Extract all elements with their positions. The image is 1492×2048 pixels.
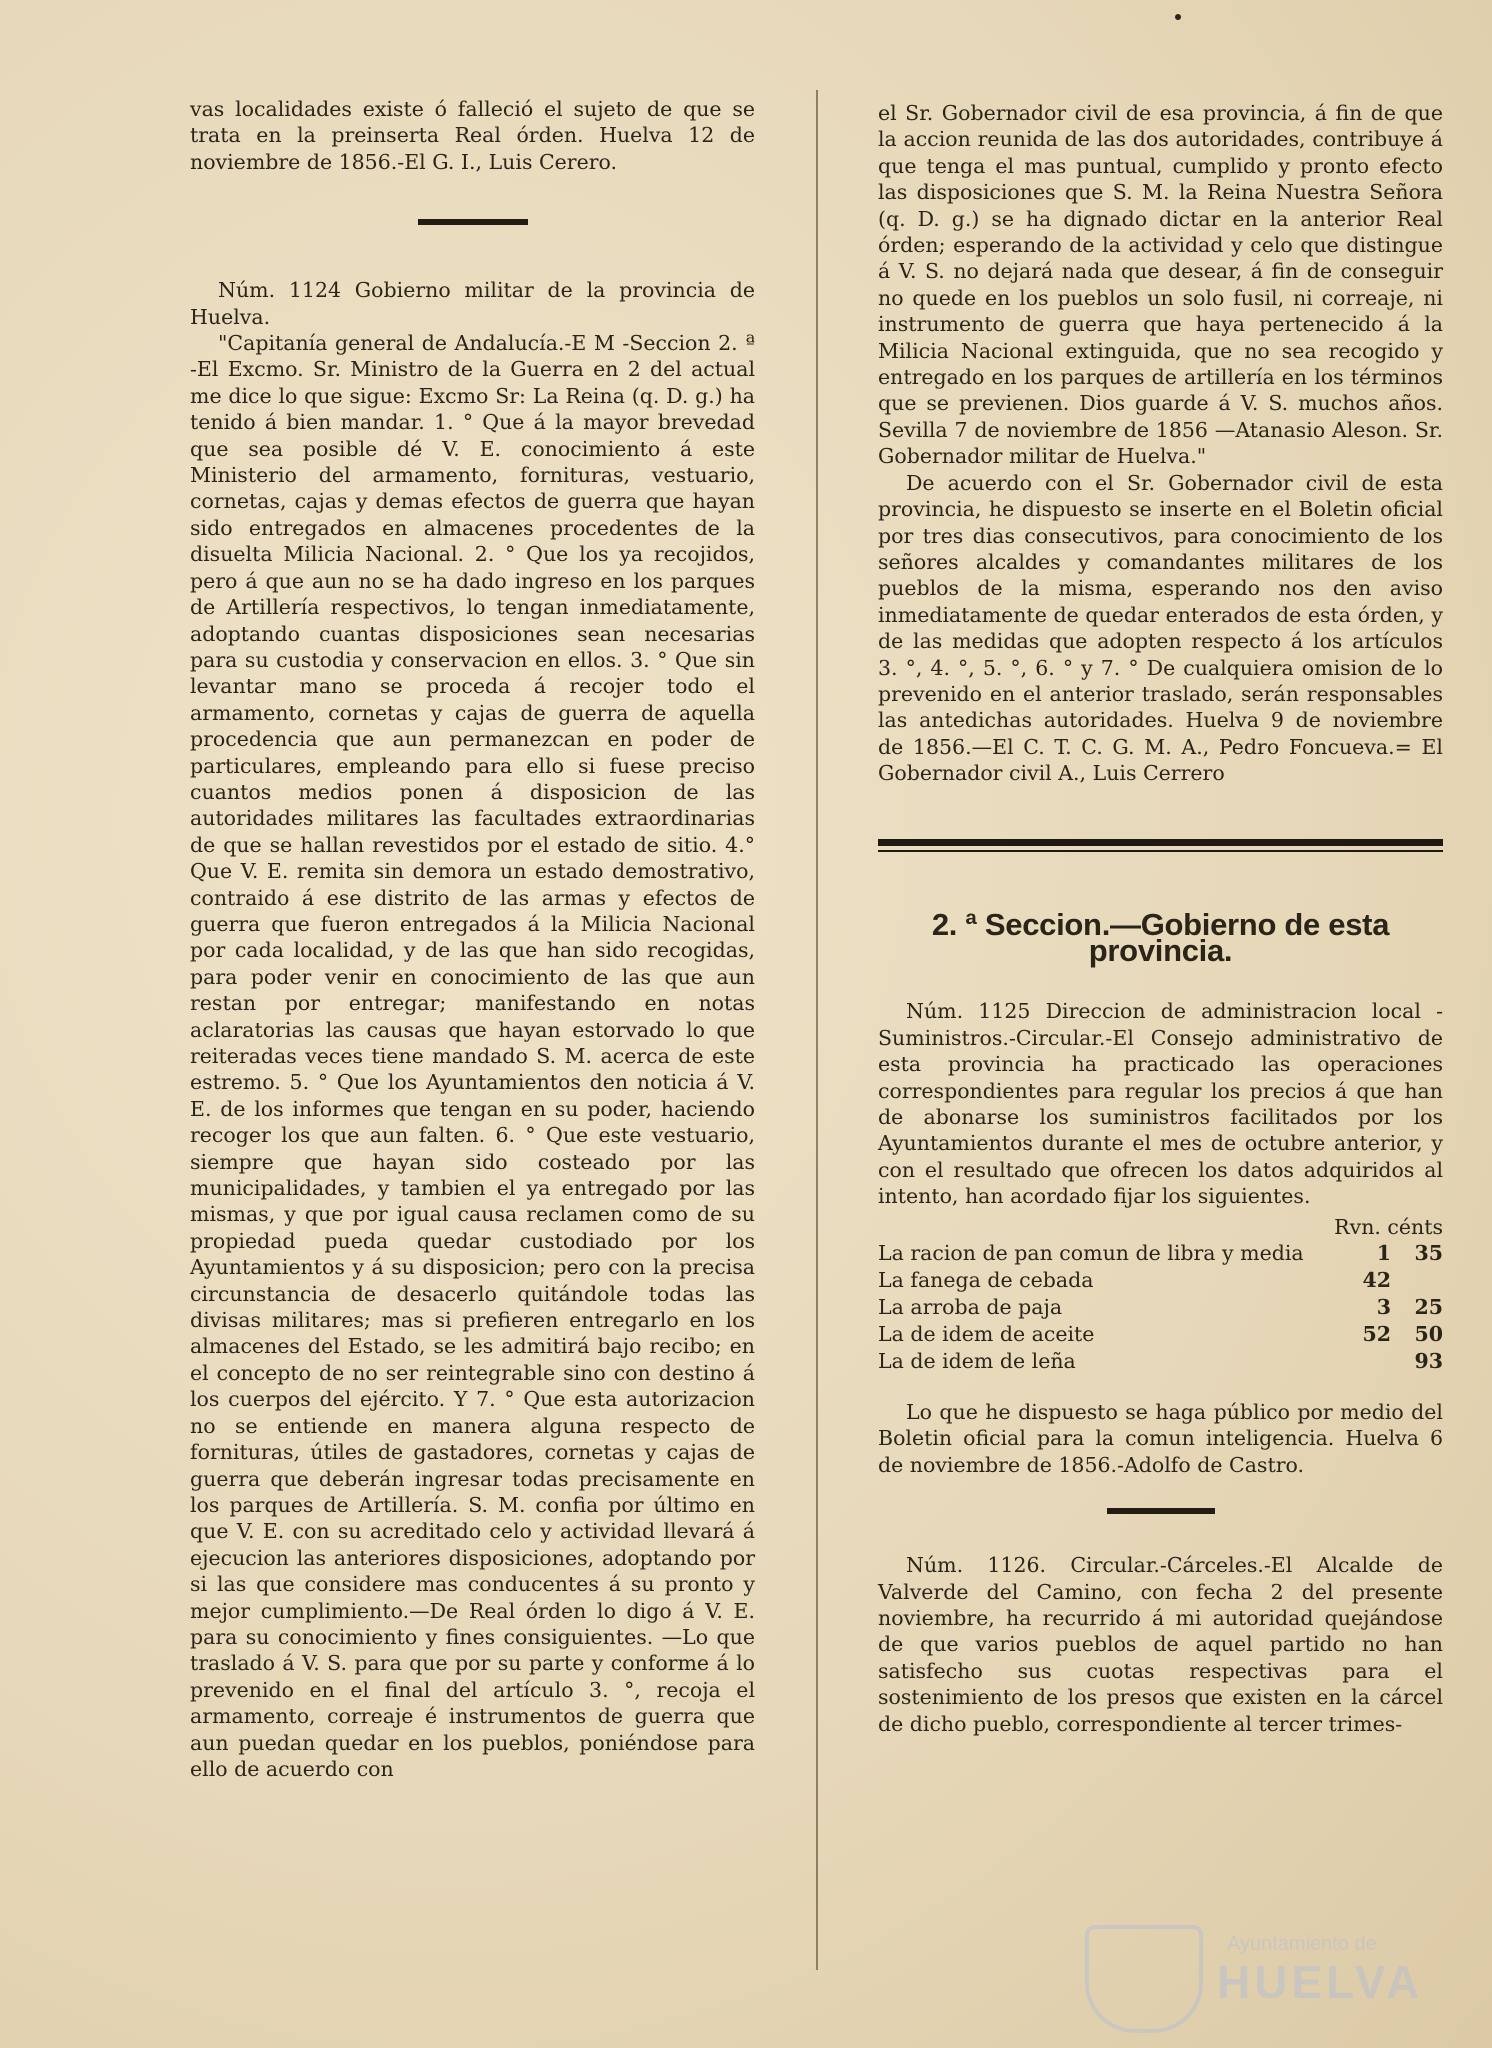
price-item-label: La de idem de leña <box>878 1349 1076 1374</box>
price-table <box>878 1240 1443 1375</box>
table-row <box>878 1321 1443 1348</box>
notice-1125-closing: Lo que he dispuesto se haga público por medio del Boletin oficial para la comun inteligencia. Huelva 6 de noviembre de 1856.-Adolfo de Castro. <box>878 1400 1443 1477</box>
price-rvn: 3 <box>1376 1295 1391 1320</box>
separator-rule <box>1107 1508 1215 1514</box>
price-cents: 35 <box>1414 1241 1443 1266</box>
left-column <box>190 96 755 1782</box>
price-item-label: La arroba de paja <box>878 1295 1063 1320</box>
price-item-label: La racion de pan comun de libra y media <box>878 1241 1304 1266</box>
notice-1125-intro: Núm. 1125 Direccion de administracion local -Suministros.-Circular.-El Consejo administrativo de esta provincia ha practicado las operaciones correspondientes para regular los precios á que han de abonarse los suministros facilitados por los Ayuntamientos durante el mes de octubre anterior, y con el resultado que ofrecen los datos adquiridos al intento, han acordado fijar los siguientes. <box>878 999 1443 1209</box>
section-title: 2. ª Seccion.—Gobierno de esta provincia. <box>931 906 1390 968</box>
notice-1124-final: De acuerdo con el Sr. Gobernador civil de esta provincia, he dispuesto se inserte en el Boletin oficial por tres dias consecutivos, para conocimiento de los señores alcaldes y comandantes militares de los pueblos de la misma, esperando nos den aviso inmediatamente de quedar enterados de esta órden, y de las medidas que adopten respecto á los artículos 3. °, 4. °, 5. °, 6. ° y 7. ° De cualquiera omision de lo prevenido en el anterior traslado, serán responsables las antedichas autoridades. Huelva 9 de noviembre de 1856.—El C. T. C. G. M. A., Pedro Foncueva.= El Gobernador civil A., Luis Cerrero <box>878 470 1443 786</box>
ink-dot <box>1175 14 1181 20</box>
price-rvn: 42 <box>1362 1268 1391 1293</box>
price-item-label: La fanega de cebada <box>878 1268 1094 1293</box>
notice-1124-continuation: el Sr. Gobernador civil de esa provincia, á fin de que la accion reunida de las dos autoridades, contribuye á que tenga el mas puntual, cumplido y pronto efecto las disposiciones que S. M. la Reina Nuestra Señora (q. D. g.) se ha dignado dictar en la anterior Real órden; esperando de la actividad y celo que distingue á V. S. no dejará nada que desear, á fin de conseguir no quede en los pueblos un solo fusil, ni correaje, ni instrumento de guerra que haya pertenecido á la Milicia Nacional extinguida, que no sea recogido y entregado en los parques de artillería en los términos que se previenen. Dios guarde á V. S. muchos años. Sevilla 7 de noviembre de 1856 —Atanasio Aleson. Sr. Gobernador militar de Huelva." <box>878 101 1443 469</box>
notice-1124-heading: Núm. 1124 Gobierno militar de la provincia de Huelva. <box>190 278 755 329</box>
price-cents: 93 <box>1414 1349 1443 1374</box>
column-divider <box>816 90 818 1970</box>
price-item-label: La de idem de aceite <box>878 1322 1095 1347</box>
coat-of-arms-icon <box>1085 1925 1203 2033</box>
table-row <box>878 1294 1443 1321</box>
watermark-small-text: Ayuntamiento de <box>1227 1933 1377 1955</box>
price-cents: 25 <box>1414 1295 1443 1320</box>
continuation-paragraph: vas localidades existe ó falleció el sujeto de que se trata en la preinserta Real órden. Huelva 12 de noviembre de 1856.-El G. I., Luis Cerero. <box>190 97 755 174</box>
notice-1126: Núm. 1126. Circular.-Cárceles.-El Alcalde de Valverde del Camino, con fecha 2 del presente noviembre, ha recurrido á mi autoridad quejándose de que varios pueblos de aquel partido no han satisfecho sus cuotas respectivas para el sostenimiento de los presos que existen en la cárcel de dicho pueblo, correspondiente al tercer trimes- <box>878 1553 1443 1736</box>
price-table-header: Rvn. cénts <box>1334 1214 1443 1239</box>
table-row <box>878 1240 1443 1267</box>
right-column <box>878 100 1443 1737</box>
price-rvn: 1 <box>1376 1241 1391 1266</box>
price-cents: 50 <box>1414 1322 1443 1347</box>
notice-1124-body: "Capitanía general de Andalucía.-E M -Seccion 2. ª -El Excmo. Sr. Ministro de la Guerra en 2 del actual me dice lo que sigue: Excmo Sr: La Reina (q. D. g.) ha tenido á bien mandar. 1. ° Que á la mayor brevedad que sea posible dé V. E. conocimiento á este Ministerio del armamento, fornituras, vestuario, cornetas, cajas y demas efectos de guerra que hayan sido entregados en almacenes procedentes de la disuelta Milicia Nacional. 2. ° Que los ya recojidos, pero á que aun no se ha dado ingreso en los parques de Artillería respectivos, lo tengan inmediatamente, adoptando cuantas disposiciones sean necesarias para su custodia y conservacion en ellos. 3. ° Que sin levantar mano se proceda á recojer todo el armamento, cornetas y cajas de guerra de aquella procedencia que aun permanezcan en poder de particulares, empleando para ello si fuese preciso cuantos medios ponen á disposicion de las autoridades militares las facultades extraordinarias de que se hallan revestidos por el estado de sitio. 4.° Que V. E. remita sin demora un estado demostrativo, contraido á ese distrito de las armas y efectos de guerra que fueron entregados á la Milicia Nacional por cada localidad, y de las que han sido recogidas, para poder venir en conocimiento de las que aun restan por entregar; manifestando en notas aclaratorias las causas que hayan estorvado lo que reiteradas veces tiene mandado S. M. acerca de este estremo. 5. ° Que los Ayuntamientos den noticia á V. E. de los informes que tengan en su poder, haciendo recoger los que aun falten. 6. ° Que este vestuario, siempre que hayan sido costeado por las municipalidades, y tambien el ya entregado por las mismas, y que por igual causa reclamen como de su propiedad pueda quedar custodiado por los Ayuntamientos y á su disposicion; pero con la precisa circunstancia de desacerlo quitándole todas las divisas militares; mas si prefieren entregarlo en los almacenes del Estado, se les admitirá bajo recibo; en el concepto de no ser reintegrable sino con destino á los cuerpos del ejército. Y 7. ° Que esta autorizacion no se entiende en manera alguna respecto de fornituras, útiles de gastadores, cornetas y cajas de guerra que deberán ingresar todas precisamente en los parques de Artillería. S. M. confia por último en que V. E. con su acreditado celo y actividad llevará á ejecucion las anteriores disposiciones, adoptando por si las que considere mas conducentes á su pronto y mejor cumplimiento.—De Real órden lo digo á V. E. para su conocimiento y fines consiguientes. —Lo que traslado á V. S. para que por su parte y conforme á lo prevenido en el final del artículo 3. °, recoja el armamento, correaje é instrumentos de guerra que aun puedan quedar en los pueblos, poniéndose para ello de acuerdo con <box>190 331 755 1781</box>
separator-rule <box>418 219 528 225</box>
section-double-rule <box>878 839 1443 852</box>
price-rvn <box>1343 1348 1397 1375</box>
price-rvn: 52 <box>1362 1322 1391 1347</box>
price-cents <box>1397 1267 1443 1294</box>
watermark-big-text: HUELVA <box>1217 1956 1424 2008</box>
table-row <box>878 1348 1443 1375</box>
table-row <box>878 1267 1443 1294</box>
